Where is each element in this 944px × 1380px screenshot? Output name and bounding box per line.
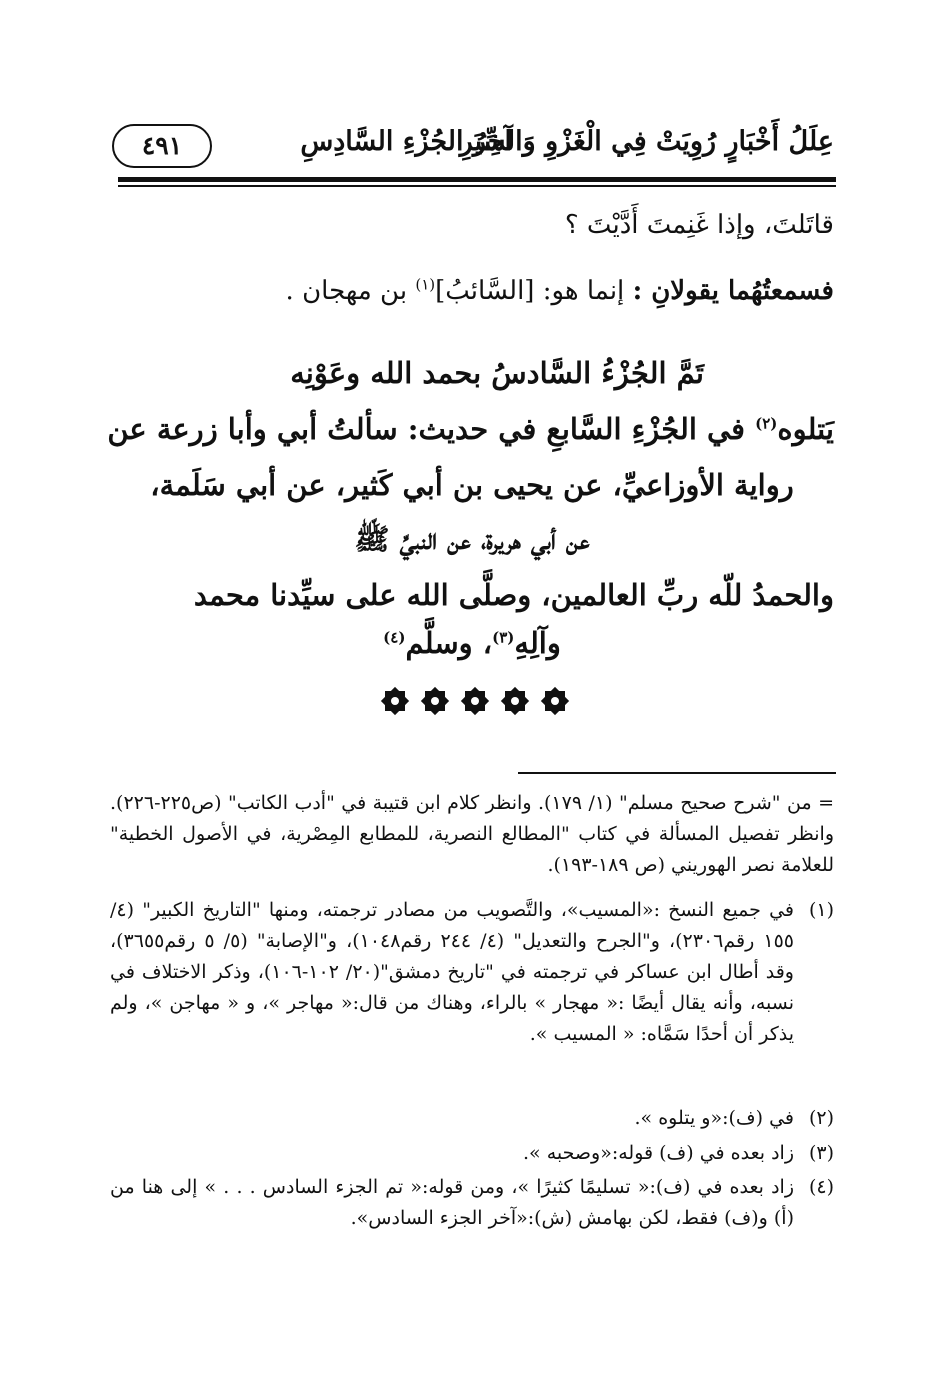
footnote-ref-1: (١) bbox=[415, 275, 436, 294]
footnote-ref-4: (٤) bbox=[383, 628, 406, 647]
text-line-2 bbox=[286, 276, 834, 306]
ornament-row bbox=[380, 684, 570, 718]
part-title: آخِرُ الجُزْءِ السَّادِسِ bbox=[300, 126, 512, 157]
footnote-number: (١) bbox=[808, 899, 834, 921]
footnote-number: (٤) bbox=[808, 1176, 834, 1198]
page-number: ٤٩١ bbox=[112, 124, 212, 168]
colophon-line-5: والحمدُ للّه ربِّ العالمين، وصلَّى الله على سيِّدنا محمد bbox=[193, 578, 834, 612]
footnote-text: زاد بعده في (ف) قوله:«وصحبه ». bbox=[523, 1142, 794, 1164]
colophon-line-1: تَمَّ الجُزْءُ السَّادسُ بحمد الله وعَوْنِه bbox=[290, 356, 704, 390]
footnote-1 bbox=[110, 895, 834, 1050]
header-rule-thick bbox=[118, 177, 836, 182]
footnote-2 bbox=[110, 1103, 834, 1134]
text-span-end: بن مهجان . bbox=[285, 276, 416, 306]
star-ornament-icon bbox=[460, 686, 490, 716]
footnote-3 bbox=[110, 1138, 834, 1169]
colophon-line-2 bbox=[107, 412, 834, 446]
footnote-number: (٢) bbox=[808, 1107, 834, 1129]
footnote-text: في جميع النسخ :«المسيب»، والتَّصويب من مصادر ترجمته، ومنها "التاريخ الكبير" (٤/ ١٥٥ رقم٢٣٠٦)، و"الجرح والتعديل" (٤/ ٢٤٤ رقم١٠٤٨)، و"الإصابة" (٥/ ٥ رقم٣٦٥٥)، وقد أطال ابن عساكر في ترجمته في "تاريخ دمشق"(٢٠/ ١٠٢-١٠٦)، وذكر الاختلاف في نسبه، وأنه يقال أيضًا :« مهجار » بالراء، وهناك من قال:« مهاجر »، و « مهاجن »، ولم يذكر أن أحدًا سَمَّاه: « المسيب ». bbox=[110, 899, 794, 1045]
colophon-word: وآلِهِ bbox=[514, 626, 561, 660]
colophon-rest: ، وسلَّم bbox=[405, 626, 493, 660]
book-title: عِلَلُ أَخْبَارٍ رُوِيَتْ فِي الْغَزْوِ وَالسِّيَرِ bbox=[459, 126, 834, 157]
star-ornament-icon bbox=[500, 686, 530, 716]
footnote-ref-3: (٣) bbox=[492, 628, 515, 647]
star-ornament-icon bbox=[420, 686, 450, 716]
colophon-line-4: عن أبي هريرة، عن النبيِّ ﷺ bbox=[354, 522, 590, 556]
star-ornament-icon bbox=[380, 686, 410, 716]
footnote-separator bbox=[518, 772, 836, 774]
footnote-4 bbox=[110, 1172, 834, 1234]
colophon-word: يَتلوه bbox=[777, 412, 834, 446]
footnote-ref-2: (٢) bbox=[755, 414, 778, 433]
footnote-text: زاد بعده في (ف):« تسليمًا كثيرًا »، ومن قوله:« تم الجزء السادس . . . » إلى هنا من (أ) و(ف) فقط، لكن بهامش (ش):«آخر الجزء السادس». bbox=[110, 1176, 794, 1229]
colophon-rest: في الجُزْءِ السَّابعِ في حديث: سألتُ أبي وأبا زرعة عن bbox=[107, 412, 756, 446]
colophon-line-6 bbox=[110, 626, 834, 660]
running-header bbox=[112, 118, 834, 174]
text-line-1: قاتَلتَ، وإذا غَنِمتَ أَدَّيْتَ ؟ bbox=[564, 210, 834, 240]
footnote-continuation: = من "شرح صحيح مسلم" (١/ ١٧٩). وانظر كلام ابن قتيبة في "أدب الكاتب" (ص٢٢٥-٢٢٦). وانظر تفصيل المسألة في كتاب "المطالع النصرية، للمطابع المِصْرية، في الأصول الخطية" للعلامة نصر الهوريني (ص ١٨٩-١٩٣). bbox=[110, 792, 834, 876]
colophon-line-3: رواية الأوزاعيِّ، عن يحيى بن أبي كَثير، عن أبي سَلَمة، bbox=[150, 468, 794, 502]
footnote-number: (٣) bbox=[808, 1142, 834, 1164]
star-ornament-icon bbox=[540, 686, 570, 716]
footnote-text: في (ف):«و يتلوه ». bbox=[634, 1107, 794, 1129]
bold-phrase: فسمعتُهُما يقولانِ : bbox=[632, 276, 834, 306]
header-rule-thin bbox=[118, 185, 836, 187]
text-span: إنما هو: [السَّائبُ] bbox=[435, 276, 633, 306]
